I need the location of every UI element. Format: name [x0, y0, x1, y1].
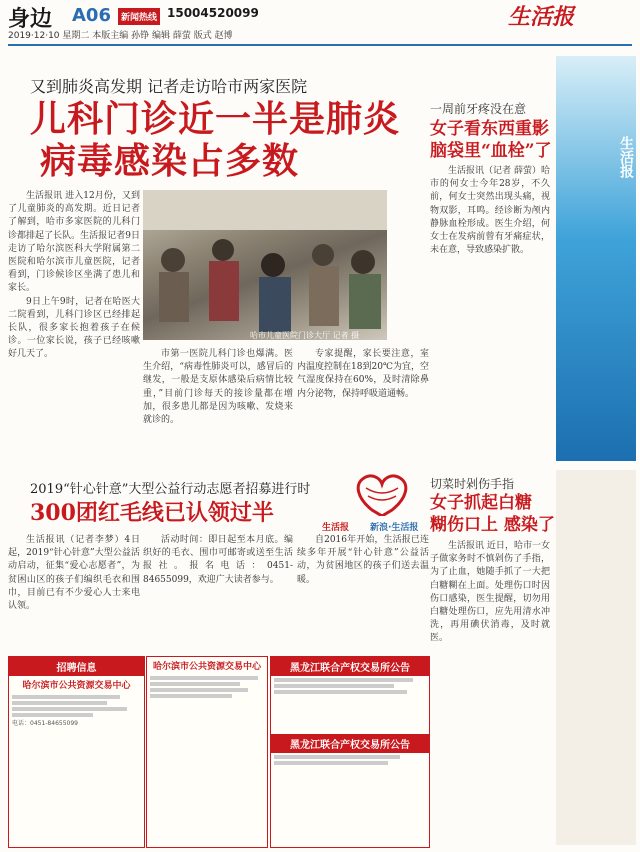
ad2-line [150, 688, 248, 692]
right-banner-text: 生活报 [618, 136, 634, 178]
edition-meta: 2019·12·10 星期二 本版主编 孙铮 编辑 薛萤 版式 赵博 [8, 31, 233, 41]
page-number: A06 [72, 5, 111, 26]
story2-column-3 [297, 534, 429, 654]
right-banner-ad [556, 56, 636, 461]
section-title: 身边 [8, 6, 53, 32]
sidebar-headline-2b: 糊伤口上 感染了 [430, 515, 555, 535]
main-col1-p1: 生活报讯 进入12月份，又到了儿童肺炎的高发期。近日记者了解到，哈市多家医院的儿科门诊都排起了长队。生活报记者9日走访了哈尔滨医科大学附属第二医院和哈尔滨市儿童医院，记者看到，门诊候诊区坐满了患儿和家长。 [8, 191, 140, 294]
main-column-3 [297, 348, 429, 466]
story2-logo-2: 新浪·生活报 [370, 523, 419, 533]
sidebar-headline-1 [430, 118, 552, 162]
ad3-title-b: 黑龙江联合产权交易所公告 [271, 734, 429, 753]
story2-col2-p: 活动时间：即日起至本月底。编织好的毛衣、围巾可邮寄或送至生活报社。报名电话：0451-84655099，欢迎广大读者参与。 [143, 535, 293, 585]
right-ad-strip [556, 470, 636, 845]
ad1-subtitle: 哈尔滨市公共资源交易中心 [22, 681, 131, 691]
main-headline-line1: 儿科门诊近一半是肺炎 [30, 98, 401, 140]
classified-ad-3 [270, 656, 430, 848]
sidebar-headline-2a: 女子抓起白糖 [430, 493, 532, 513]
sidebar-body-1-p: 生活报讯（记者 薛萤）哈市的何女士今年28岁，不久前，何女士突然出现头痛，视物双影，耳鸣。经诊断为颅内静脉血栓形成。医生介绍，何女士在发病前曾有牙痛症状，未在意，导致感染扩散。 [430, 166, 550, 256]
sidebar-body-1 [430, 165, 550, 450]
sidebar-kicker-2: 切菜时剁伤手指 [430, 477, 515, 491]
main-col3-p1: 专家提醒，家长要注意，室内温度控制在18到20℃为宜，空气湿度保持在60%，及时清除鼻内分泌物，保持呼吸道通畅。 [297, 349, 429, 399]
ad3-line [274, 761, 388, 765]
classified-ad-2 [146, 656, 268, 848]
story2-col1-p: 生活报讯（记者李梦）4日起，2019“针心针意”大型公益活动启动，征集“爱心志愿者”，为贫困山区的孩子们编织毛衣和围巾，目前已有不少爱心人士来电认领。 [8, 535, 140, 612]
brand-logo: 生活报 [508, 4, 575, 30]
ad2-line [150, 694, 232, 698]
sidebar-headline-1b: 脑袋里“血栓”了 [430, 141, 552, 161]
sidebar-body-2-p: 生活报讯 近日，哈市一女子做家务时不慎剁伤了手指，为了止血，她随手抓了一大把白糖糊在上面。处理伤口时因伤口感染，医生提醒，切勿用白糖处理伤口，应先用清水冲洗，再用碘伏消毒，及时就医。 [430, 541, 550, 644]
ad3-line [274, 684, 394, 688]
story2-column-2 [143, 534, 293, 654]
story2-headline: 300团红毛线已认领过半 [30, 500, 274, 526]
ad1-phone: 电话：0451-84655099 [12, 720, 78, 727]
ad1-line [12, 701, 107, 705]
ad1-line [12, 695, 120, 699]
main-column-2 [143, 348, 293, 466]
crowd-photo-illustration [143, 190, 387, 340]
header-rule [8, 44, 632, 46]
hotline-number: 15004520099 [167, 6, 259, 20]
ad3-line [274, 755, 400, 759]
main-col2-p1: 市第一医院儿科门诊也爆满。医生介绍，“病毒性肺炎可以，感冒后的继发，一般是支原体感染后病情比较重，”目前门诊每天的接诊量都在增加，很多患儿都是因为咳嗽、发烧来就诊的。 [143, 349, 293, 426]
ad2-line [150, 682, 240, 686]
sidebar-headline-1a: 女子看东西重影 [430, 119, 549, 139]
main-kicker: 又到肺炎高发期 记者走访哈市两家医院 [30, 77, 308, 96]
story2-column-1 [8, 534, 140, 654]
ad2-title: 哈尔滨市公共资源交易中心 [152, 662, 261, 672]
ad2-line [150, 676, 258, 680]
photo-caption: 哈市儿童医院门诊大厅 记者 摄 [250, 331, 360, 340]
main-col1-p2: 9日上午9时，记者在哈医大二院看到，儿科门诊区已经排起长队，很多家长抱着孩子在候诊。一位家长说，孩子已经咳嗽好几天了。 [8, 296, 140, 360]
classified-ad-1 [8, 656, 145, 848]
main-column-1 [8, 190, 140, 360]
ad1-line [12, 707, 127, 711]
hotline-label: 新闻热线 [118, 8, 160, 25]
heart-yarn-icon [352, 470, 422, 516]
story2-col3-p: 自2016年开始，生活报已连续多年开展“针心针意”公益活动，为贫困地区的孩子们送去温暖。 [297, 535, 429, 585]
ad3-title-a: 黑龙江联合产权交易所公告 [271, 657, 429, 676]
sidebar-headline-2 [430, 492, 555, 536]
story2-kicker: 2019“针心针意”大型公益行动志愿者招募进行时 [30, 482, 311, 497]
ad3-line [274, 678, 413, 682]
ad3-line [274, 690, 407, 694]
story2-logo-1: 生活报 [322, 523, 350, 533]
main-headline-line2: 病毒感染占多数 [40, 140, 300, 182]
news-photo [143, 190, 387, 340]
sidebar-body-2 [430, 540, 550, 845]
ad1-title: 招聘信息 [9, 657, 144, 676]
ad1-line [12, 713, 93, 717]
sidebar-kicker-1: 一周前牙疼没在意 [430, 102, 527, 116]
